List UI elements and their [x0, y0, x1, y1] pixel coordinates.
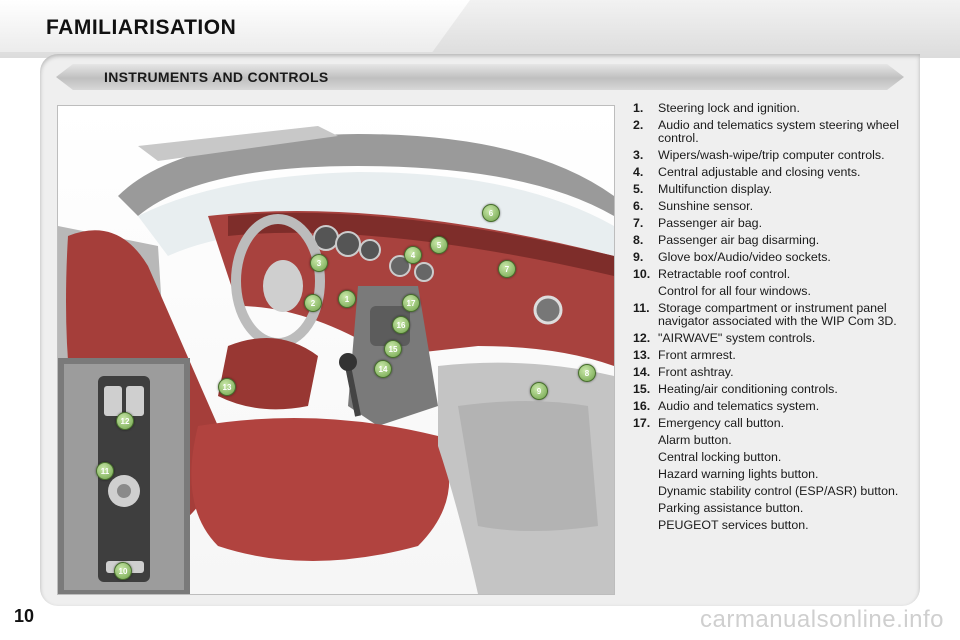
- legend-item-text: Storage compartment or instrument panel navigator associated with the WIP Com 3D.: [658, 301, 897, 328]
- marker-11: 11: [96, 462, 114, 480]
- legend-item-number: 2.: [633, 118, 644, 132]
- marker-7: 7: [498, 260, 516, 278]
- marker-5: 5: [430, 236, 448, 254]
- legend-item-number: 11.: [633, 301, 650, 315]
- marker-12: 12: [116, 412, 134, 430]
- legend-item-text: Central adjustable and closing vents.: [658, 165, 861, 179]
- legend-item-number: 13.: [633, 348, 651, 362]
- legend-item-text: Front armrest.: [658, 348, 736, 362]
- legend-item-number: 9.: [633, 250, 644, 264]
- legend-item-number: 14.: [633, 365, 651, 379]
- legend-item-subtext: Hazard warning lights button.: [658, 467, 819, 481]
- legend-item: [633, 302, 909, 328]
- legend-item: [633, 268, 909, 298]
- legend-item-text: "AIRWAVE" system controls.: [658, 331, 816, 345]
- marker-14: 14: [374, 360, 392, 378]
- legend-item: [633, 400, 909, 413]
- legend-item: [633, 234, 909, 247]
- marker-1: 1: [338, 290, 356, 308]
- legend-item-text: Audio and telematics system steering wheel control.: [658, 118, 900, 145]
- legend-item-text: Heating/air conditioning controls.: [658, 382, 838, 396]
- page-number: 10: [14, 606, 35, 626]
- marker-15: 15: [384, 340, 402, 358]
- legend-item-number: 10.: [633, 267, 651, 281]
- section-title: INSTRUMENTS AND CONTROLS: [104, 69, 329, 85]
- legend-item: [633, 251, 909, 264]
- legend-item-number: 15.: [633, 382, 651, 396]
- marker-4: 4: [404, 246, 422, 264]
- legend-item-text: Passenger air bag.: [658, 216, 763, 230]
- legend-item-text: Passenger air bag disarming.: [658, 233, 820, 247]
- legend-item: [633, 366, 909, 379]
- legend-item-text: Glove box/Audio/video sockets.: [658, 250, 831, 264]
- legend-item-subtext: Alarm button.: [658, 433, 732, 447]
- legend-item: [633, 349, 909, 362]
- watermark: carmanualsonline.info: [700, 606, 944, 633]
- legend-item-number: 6.: [633, 199, 644, 213]
- page-title: FAMILIARISATION: [46, 16, 237, 39]
- legend-item-number: 1.: [633, 101, 644, 115]
- legend-item-subtext: PEUGEOT services button.: [658, 518, 809, 532]
- legend-item-number: 4.: [633, 165, 644, 179]
- legend-item: [633, 102, 909, 115]
- legend-item-text: Sunshine sensor.: [658, 199, 754, 213]
- legend-item-text: Wipers/wash-wipe/trip computer controls.: [658, 148, 885, 162]
- car-interior-illustration: [57, 105, 615, 595]
- legend-item: [633, 166, 909, 179]
- legend-item-number: 7.: [633, 216, 644, 230]
- marker-16: 16: [392, 316, 410, 334]
- legend-item: [633, 217, 909, 230]
- legend-item: [633, 332, 909, 345]
- legend-item-number: 3.: [633, 148, 644, 162]
- marker-8: 8: [578, 364, 596, 382]
- legend-item-subtext: Dynamic stability control (ESP/ASR) button.: [658, 484, 899, 498]
- legend-item-subtext: Central locking button.: [658, 450, 782, 464]
- legend-item: [633, 417, 909, 532]
- legend-item-number: 8.: [633, 233, 644, 247]
- marker-9: 9: [530, 382, 548, 400]
- legend-item: [633, 383, 909, 396]
- marker-10: 10: [114, 562, 132, 580]
- marker-17: 17: [402, 294, 420, 312]
- legend-item-text: Multifunction display.: [658, 182, 773, 196]
- legend-item: [633, 149, 909, 162]
- legend-item: [633, 119, 909, 145]
- legend-item-text: Emergency call button.: [658, 416, 785, 430]
- legend-item-number: 5.: [633, 182, 644, 196]
- legend-item-subtext: Control for all four windows.: [658, 284, 811, 298]
- marker-6: 6: [482, 204, 500, 222]
- marker-2: 2: [304, 294, 322, 312]
- legend-item-text: Steering lock and ignition.: [658, 101, 800, 115]
- legend-item-subtext: Parking assistance button.: [658, 501, 804, 515]
- legend-item-number: 16.: [633, 399, 651, 413]
- legend-item-number: 12.: [633, 331, 651, 345]
- marker-3: 3: [310, 254, 328, 272]
- legend-item: [633, 183, 909, 196]
- legend-item-text: Retractable roof control.: [658, 267, 791, 281]
- car-interior-drawing: [58, 106, 614, 594]
- legend-item-text: Front ashtray.: [658, 365, 734, 379]
- controls-legend: [633, 102, 909, 536]
- marker-13: 13: [218, 378, 236, 396]
- legend-item-number: 17.: [633, 416, 651, 430]
- legend-item-text: Audio and telematics system.: [658, 399, 820, 413]
- legend-item: [633, 200, 909, 213]
